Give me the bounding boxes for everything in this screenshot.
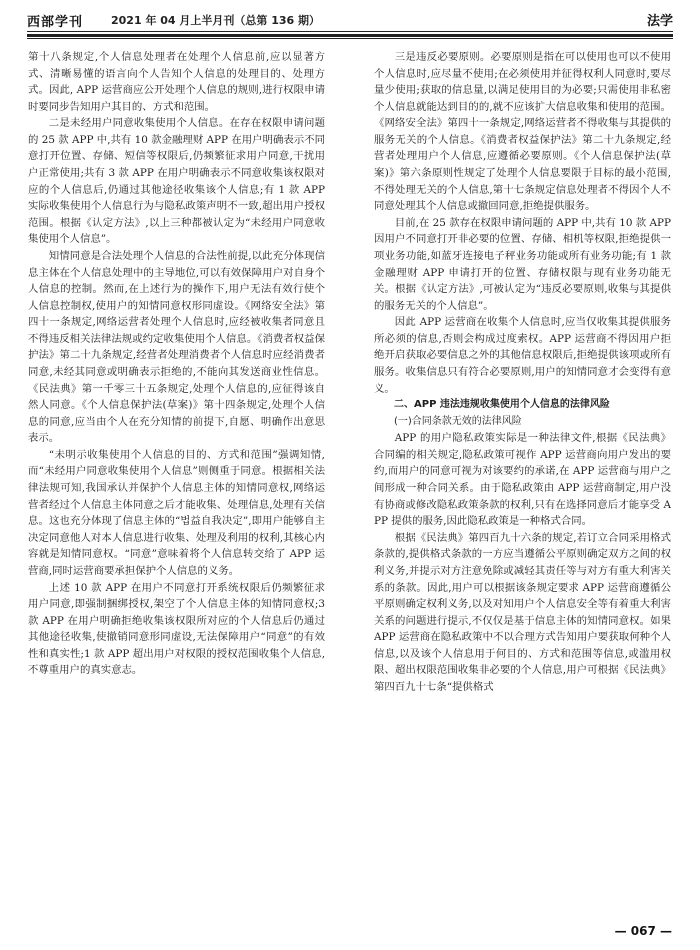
paragraph: APP 的用户隐私政策实际是一种法律文件,根据《民法典》合同编的相关规定,隐私政策可视作 APP 运营商向用户发出的要约,而用户的同意可视为对该要约的承诺,在 APP 运营商与用户之间形成一种合同关系。由于隐私政策由 APP 运营商制定,用户没有协商或修改隐私政策条款的权利,只有在选择同意后才能享受 APP 提供的服务,因此隐私政策是一种格式合同。 [374,432,671,528]
paragraph: 上述 10 款 APP 在用户不同意打开系统权限后仍频繁征求用户同意,即强制捆绑授权,架空了个人信息主体的知情同意权;3 款 APP 在用户明确拒绝收集该权限所对应的个人信息后仍通过其他途径收集,使撤销同意形同虚设,无法保障用户“同意”的有效性和真实性;1 款 APP 超出用户对权限的授权范围收集个人信息,不尊重用户的真实意志。 [28,581,325,677]
section-label: 法学 [646,14,673,29]
header-rule-thin-top [27,31,673,32]
paragraph: 二是未经用户同意收集使用个人信息。在存在权限申请问题的 25 款 APP 中,共有 10 款金融理财 APP 在用户明确表示不同意打开位置、存储、短信等权限后,仍频繁征求用户同意,干扰用户正常使用;共有 3 款 APP 在用户明确表示不同意收集该权限对应的个人信息后,仍通过其他途径收集该个人信息;有 1 款 APP 实际收集使用个人信息行为与隐私政策声明不一致,超出用户授权范围。根据《认定方法》,以上三种都被认定为“未经用户同意收集使用个人信息”。 [28,117,325,246]
paragraph: 目前,在 25 款存在权限申请问题的 APP 中,共有 10 款 APP 因用户不同意打开非必要的位置、存储、相机等权限,拒绝提供一项业务功能,如蓝牙连接电子秤业务功能或所有业务功能;有 1 款金融理财 APP 申请打开的位置、存储权限与现有业务功能无关。根据《认定方法》,可被认定为“违反必要原则,收集与其提供的服务无关的个人信息”。 [374,216,671,312]
left-column [28,49,325,907]
right-column [374,49,671,907]
header-rule-thick [27,34,673,37]
paragraph: 知情同意是合法处理个人信息的合法性前提,以此充分体现信息主体在个人信息处理中的主导地位,可以有效保障用户对自身个人信息的控制。然而,在上述行为的操作下,用户无法有效行使个人信息控制权,使用户的知情同意权形同虚设。《网络安全法》第四十一条规定,网络运营者处理个人信息时,应经被收集者同意且不得违反相关法律法规或约定收集使用个人信息。《消费者权益保护法》第二十九条规定,经营者处理消费者个人信息时应经消费者同意,未经其同意或明确表示拒绝的,不能向其发送商业性信息。《民法典》第一千零三十五条规定,处理个人信息的,应征得该自然人同意。《个人信息保护法(草案)》第十四条规定,处理个人信息的同意,应当由个人在充分知情的前提下,自愿、明确作出意思表示。 [28,249,325,445]
paragraph: 因此 APP 运营商在收集个人信息时,应当仅收集其提供服务所必须的信息,否则会构成过度索权。APP 运营商不得因用户拒绝开启获取必要信息之外的其他信息权限后,拒绝提供该项或所有服务。收集信息只有符合必要原则,用户的知情同意才会变得有意义。 [374,316,671,395]
paragraph: 三是违反必要原则。必要原则是指在可以使用也可以不使用个人信息时,应尽量不使用;在必须使用并征得权利人同意时,要尽量少使用;获取的信息量,以满足使用目的为必要;只需使用非私密个人信息就能达到目的的,就不应该扩大信息收集和使用的范围。《网络安全法》第四十一条规定,网络运营者不得收集与其提供的服务无关的个人信息。《消费者权益保护法》第二十九条规定,经营者处理用户个人信息,应遵循必要原则。《个人信息保护法(草案)》第六条原则性规定了处理个人信息要限于目标的最小范围,不得处理无关的个人信息,第十七条规定信息处理者不得因个人不同意处理其个人信息或撤回同意,拒绝提供服务。 [374,51,671,213]
issue-line: 2021 年 04 月上半月刊（总第 136 期） [111,14,321,27]
page-number: — 067 — [614,924,672,938]
header-rule-thin-bottom [27,38,673,39]
paragraph: “未明示收集使用个人信息的目的、方式和范围”强调知情,而“未经用户同意收集使用个人信息”则侧重于同意。根据相关法律法规可知,我国承认并保护个人信息主体的知情同意权,网络运营者经过个人信息主体同意之后才能收集、处理信息,处理有关信息。这也充分体现了信息主体的“법益自我决定”,即用户能够自主决定同意他人对本人信息进行收集、处理及利用的权利,其核心内容就是知情同意权。“同意”意味着将个人信息转交给了 APP 运营商,同时运营商要承担保护个人信息的义务。 [28,448,325,577]
paragraph: 根据《民法典》第四百九十六条的规定,若订立合同采用格式条款的,提供格式条款的一方应当遵循公平原则确定双方之间的权利义务,并提示对方注意免除或减轻其责任等与对方有重大利害关系的条款。因此,用户可以根据该条规定要求 APP 运营商遵循公平原则确定权利义务,以及对知用户个人信息安全等有着重大利害关系的问题进行提示,不仅仅是基于信息主体的知情同意权。如果 APP 运营商在隐私政策中不以合理方式告知用户要获取何种个人信息,以及该个人信息用于何目的、方式和范围等信息,或滥用权限、超出权限范围收集非必要的个人信息,用户可根据《民法典》第四百九十七条“提供格式 [374,531,671,693]
paragraph: 第十八条规定,个人信息处理者在处理个人信息前,应以显著方式、清晰易懂的语言向个人告知个人信息的处理目的、处理方式。因此, APP 运营商应公开处理个人信息的规则,进行权限申请时要同步告知用户其目的、方式和范围。 [28,51,325,113]
subsection-heading: (一)合同条款无效的法律风险 [394,415,522,427]
section-heading: 二、APP 违法违规收集使用个人信息的法律风险 [394,399,610,411]
journal-logo: 西部学刊 [27,15,84,30]
